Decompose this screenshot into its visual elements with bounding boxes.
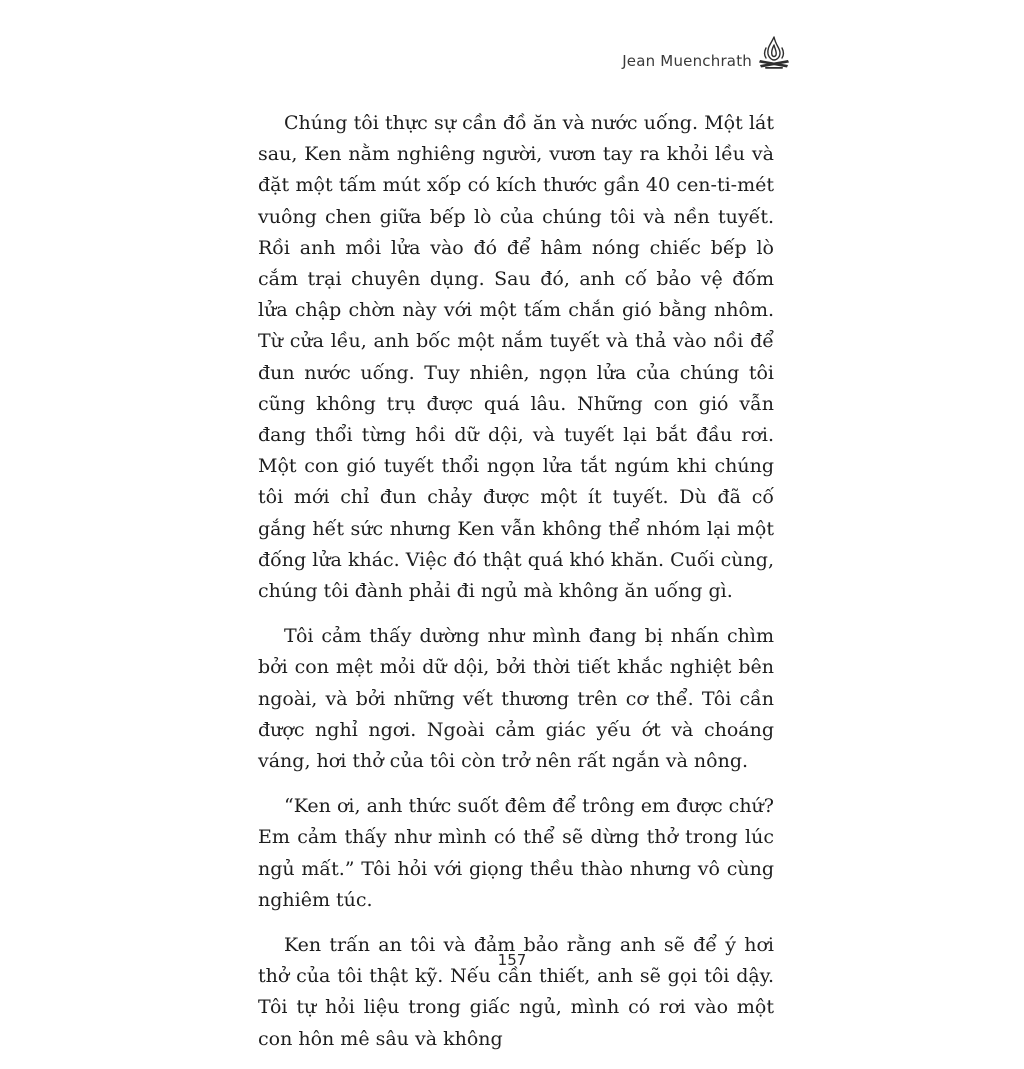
- paragraph-4: Ken trấn an tôi và đảm bảo rằng anh sẽ để ý hơi thở của tôi thật kỹ. Nếu cần thiết, anh sẽ gọi tôi dậy. Tôi tự hỏi liệu trong giấc ngủ, mình có rơi vào một con hôn mê sâu và không: [258, 934, 774, 1050]
- running-header: [622, 46, 752, 76]
- paragraph-1: Chúng tôi thực sự cần đồ ăn và nước uống. Một lát sau, Ken nằm nghiêng người, vươn tay ra khỏi lều và đặt một tấm mút xốp có kích thước gần 40 cen-ti-mét vuông chen giữa bếp lò của chúng tôi và nền tuyết. Rồi anh mồi lửa vào đó để hâm nóng chiếc bếp lò cắm trại chuyên dụng. Sau đó, anh cố bảo vệ đốm lửa chập chờn này với một tấm chắn gió bằng nhôm. Từ cửa lều, anh bốc một nắm tuyết và thả vào nồi để đun nước uống. Tuy nhiên, ngọn lửa của chúng tôi cũng không trụ được quá lâu. Những con gió vẫn đang thổi từng hồi dữ dội, và tuyết lại bắt đầu rơi. Một con gió tuyết thổi ngọn lửa tắt ngúm khi chúng tôi mới chỉ đun chảy được một ít tuyết. Dù đã cố gắng hết sức nhưng Ken vẫn không thể nhóm lại một đống lửa khác. Việc đó thật quá khó khăn. Cuối cùng, chúng tôi đành phải đi ngủ mà không ăn uống gì.: [258, 112, 774, 603]
- body-text: [258, 108, 774, 1069]
- paragraph-3: “Ken ơi, anh thức suốt đêm để trông em được chứ? Em cảm thấy như mình có thể sẽ dừng thở trong lúc ngủ mất.” Tôi hỏi với giọng thều thào nhưng vô cùng nghiêm túc.: [258, 795, 774, 911]
- page-number: 157: [497, 951, 527, 969]
- campfire-icon: [756, 34, 792, 72]
- paragraph-2: Tôi cảm thấy dường như mình đang bị nhấn chìm bởi con mệt mỏi dữ dội, bởi thời tiết khắc nghiệt bên ngoài, và bởi những vết thương trên cơ thể. Tôi cần được nghỉ ngơi. Ngoài cảm giác yếu ớt và choáng váng, hơi thở của tôi còn trở nên rất ngắn và nông.: [258, 625, 774, 773]
- header-author: Jean Muenchrath: [622, 52, 752, 70]
